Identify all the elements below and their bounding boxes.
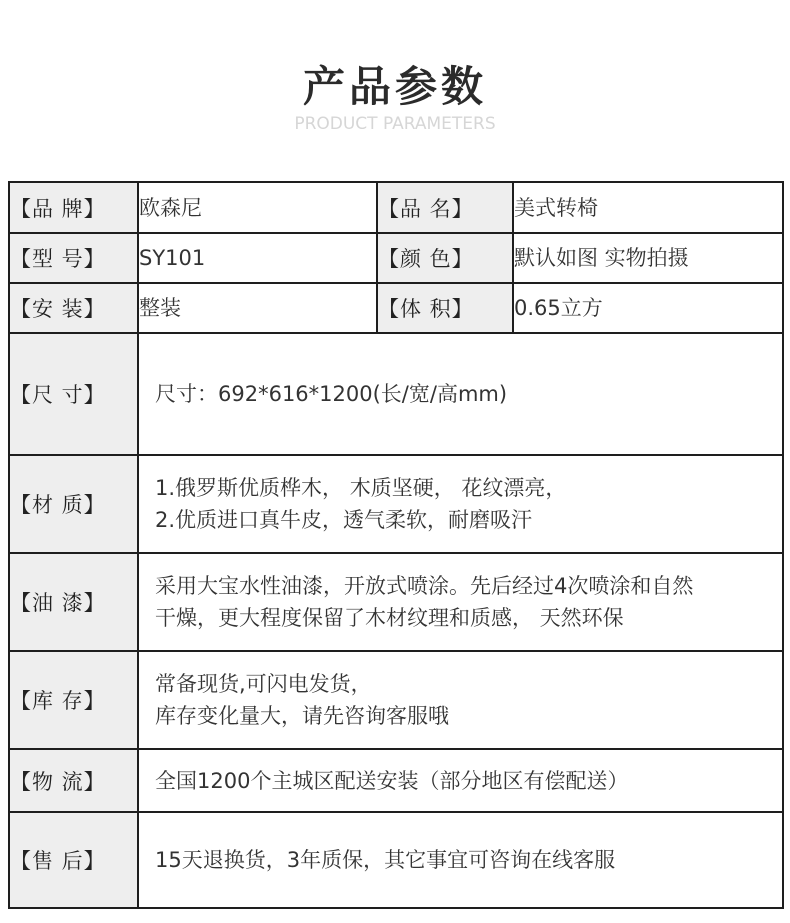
stock-line-2: 库存变化量大，请先咨询客服哦: [155, 704, 449, 728]
paint-line-1: 采用大宝水性油漆，开放式喷涂。先后经过4次喷涂和自然: [155, 574, 694, 598]
paint-label: 【油 漆】: [9, 553, 138, 651]
logistics-label: 【物 流】: [9, 749, 138, 812]
brand-label: 【品 牌】: [9, 182, 138, 233]
page-title: 产品参数: [302, 62, 487, 111]
paint-value: [138, 553, 783, 651]
table-row-stock: [9, 651, 783, 749]
table-row-size: [9, 333, 783, 455]
brand-value: 欧森尼: [138, 182, 377, 233]
volume-label: 【体 积】: [377, 283, 513, 333]
color-value: 默认如图 实物拍摄: [513, 233, 783, 283]
table-row-install: [9, 283, 783, 333]
install-label: 【安 装】: [9, 283, 138, 333]
install-value: 整装: [138, 283, 377, 333]
material-value: [138, 455, 783, 553]
material-label: 【材 质】: [9, 455, 138, 553]
product-parameters-table: [8, 181, 784, 909]
product-name-value: 美式转椅: [513, 182, 783, 233]
table-row-brand: [9, 182, 783, 233]
aftersale-label: 【售 后】: [9, 812, 138, 908]
product-name-label: 【品 名】: [377, 182, 513, 233]
table-row-aftersale: [9, 812, 783, 908]
stock-value: [138, 651, 783, 749]
table-row-paint: [9, 553, 783, 651]
volume-value: 0.65立方: [513, 283, 783, 333]
header: [0, 0, 790, 180]
material-line-2: 2.优质进口真牛皮，透气柔软，耐磨吸汗: [155, 508, 533, 532]
size-label: 【尺 寸】: [9, 333, 138, 455]
table-row-model: [9, 233, 783, 283]
model-label: 【型 号】: [9, 233, 138, 283]
color-label: 【颜 色】: [377, 233, 513, 283]
aftersale-value: 15天退换货，3年质保，其它事宜可咨询在线客服: [138, 812, 783, 908]
table-row-material: [9, 455, 783, 553]
stock-line-1: 常备现货,可闪电发货，: [155, 672, 372, 696]
model-value: SY101: [138, 233, 377, 283]
paint-line-2: 干燥，更大程度保留了木材纹理和质感， 天然环保: [155, 606, 624, 630]
stock-label: 【库 存】: [9, 651, 138, 749]
material-line-1: 1.俄罗斯优质桦木， 木质坚硬， 花纹漂亮，: [155, 476, 567, 500]
page-subtitle: PRODUCT PARAMETERS: [294, 114, 496, 134]
size-value: 尺寸：692*616*1200(长/宽/高mm): [138, 333, 783, 455]
table-row-logistics: [9, 749, 783, 812]
logistics-value: 全国1200个主城区配送安装（部分地区有偿配送）: [138, 749, 783, 812]
